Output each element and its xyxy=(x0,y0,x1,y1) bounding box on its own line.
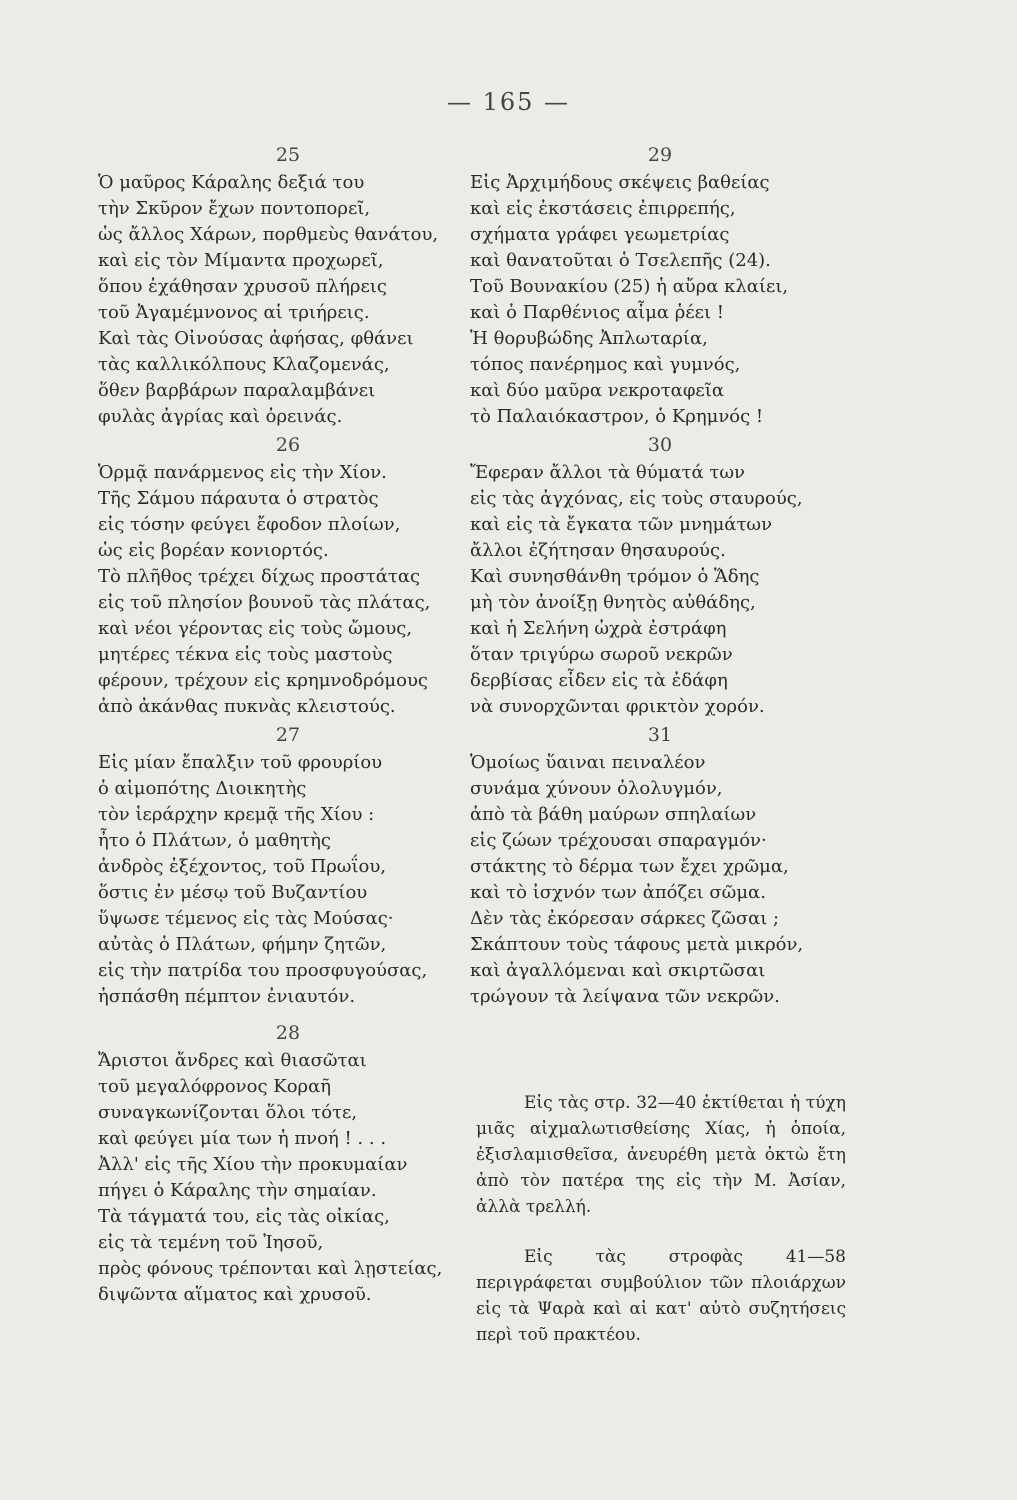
stanza xyxy=(98,1018,478,1308)
verse-line: φέρουν, τρέχουν εἰς κρημνοδρόμους xyxy=(98,670,428,691)
verse-line: μητέρες τέκνα εἰς τοὺς μαστοὺς xyxy=(98,644,393,665)
verse-line: Τῆς Σάμου πάραυτα ὁ στρατὸς xyxy=(98,488,379,509)
verse-line: τοῦ Ἀγαμέμνονος αἱ τριήρεις. xyxy=(98,302,370,323)
verse-line: καὶ θανατοῦται ὁ Τσελεπῆς (24). xyxy=(470,250,771,271)
verse-line: καὶ εἰς τὸν Μίμαντα προχωρεῖ, xyxy=(98,250,384,271)
stanza-number: 31 xyxy=(647,724,673,746)
verse-line: αὐτὰς ὁ Πλάτων, φήμην ζητῶν, xyxy=(98,934,387,955)
stanza-number: 25 xyxy=(275,144,301,166)
stanza xyxy=(470,140,850,430)
stanza xyxy=(98,140,478,430)
verse-line: τοῦ μεγαλόφρονος Κοραῆ xyxy=(98,1076,332,1097)
verse-line: καὶ ἡ Σελήνη ὠχρὰ ἐστράφη xyxy=(470,618,727,639)
verse-line: εἰς τὴν πατρίδα του προσφυγούσας, xyxy=(98,960,428,981)
page-number: — 165 — xyxy=(446,88,571,116)
stanza-number: 28 xyxy=(275,1022,301,1044)
verse-line: συναγκωνίζονται ὅλοι τότε, xyxy=(98,1102,358,1123)
stanza-number: 30 xyxy=(647,434,673,456)
verse-line: Ὁ μαῦρος Κάραλης δεξιά του xyxy=(98,172,365,193)
verse-line: εἰς τοῦ πλησίον βουνοῦ τὰς πλάτας, xyxy=(98,592,431,613)
verse-line: Τοῦ Βουνακίου (25) ἡ αὔρα κλαίει, xyxy=(470,276,789,297)
left-column xyxy=(98,140,478,1308)
verse-line: καὶ εἰς τὰ ἔγκατα τῶν μνημάτων xyxy=(470,514,773,535)
verse-line: συνάμα χύνουν ὀλολυγμόν, xyxy=(470,778,723,799)
stanza xyxy=(470,430,850,720)
verse-line: πήγει ὁ Κάραλης τὴν σημαίαν. xyxy=(98,1180,377,1201)
verse-line: καὶ φεύγει μία των ἡ πνοή ! . . . xyxy=(98,1128,387,1149)
prose-paragraph-2: Εἰς τὰς στροφὰς 41—58 περιγράφεται συμβούλιον τῶν πλοιάρχων εἰς τὰ Ψαρὰ καὶ αἱ κατ' αὐτὸ συζητήσεις περὶ τοῦ πρακτέου. xyxy=(476,1247,846,1345)
verse-line: ὡς ἄλλος Χάρων, πορθμεὺς θανάτου, xyxy=(98,224,439,245)
verse-line: τόπος πανέρημος καὶ γυμνός, xyxy=(470,354,741,375)
verse-line: Ἀλλ' εἰς τῆς Χίου τὴν προκυμαίαν xyxy=(98,1154,408,1175)
verse-line: ἄλλοι ἐζήτησαν θησαυρούς. xyxy=(470,540,726,561)
verse-line: Καὶ συνησθάνθη τρόμον ὁ Ἅδης xyxy=(470,566,760,587)
verse-line: μὴ τὸν ἀνοίξῃ θνητὸς αὐθάδης, xyxy=(470,592,756,613)
verse-line: Ὁμοίως ὕαιναι πειναλέον xyxy=(470,752,706,773)
verse-line: καὶ εἰς ἐκστάσεις ἐπιρρεπής, xyxy=(470,198,736,219)
verse-line: ὅστις ἐν μέσῳ τοῦ Βυζαντίου xyxy=(98,882,368,903)
verse-line: καὶ νέοι γέροντας εἰς τοὺς ὤμους, xyxy=(98,618,413,639)
verse-line: ὁ αἱμοπότης Διοικητὴς xyxy=(98,778,307,799)
verse-line: τὰς καλλικόλπους Κλαζομενάς, xyxy=(98,354,390,375)
verse-line: εἰς τὰ τεμένη τοῦ Ἰησοῦ, xyxy=(98,1232,324,1253)
verse-line: διψῶντα αἵματος καὶ χρυσοῦ. xyxy=(98,1284,372,1305)
verse-line: Εἰς Ἀρχιμήδους σκέψεις βαθείας xyxy=(470,172,770,193)
prose-paragraph-1: Εἰς τὰς στρ. 32—40 ἐκτίθεται ἡ τύχη μιᾶς αἰχμαλωτισθείσης Χίας, ἡ ὁποία, ἐξισλαμισθεῖσα, ἀνευρέθη μετὰ ὀκτὼ ἔτη ἀπὸ τὸν πατέρα της εἰς τὴν Μ. Ἀσίαν, ἀλλὰ τρελλή. xyxy=(476,1093,846,1217)
verse-line: ὕψωσε τέμενος εἰς τὰς Μούσας· xyxy=(98,908,394,929)
verse-line: τὸ Παλαιόκαστρον, ὁ Κρημνός ! xyxy=(470,406,764,427)
verse-line: καὶ ὁ Παρθένιος αἷμα ῥέει ! xyxy=(470,302,725,323)
verse-line: ἦτο ὁ Πλάτων, ὁ μαθητὴς xyxy=(98,830,331,851)
stanza xyxy=(470,720,850,1010)
stanza-number: 29 xyxy=(647,144,673,166)
right-column xyxy=(470,140,850,1010)
verse-line: Εἰς μίαν ἔπαλξιν τοῦ φρουρίου xyxy=(98,752,383,773)
verse-line: εἰς ζώων τρέχουσαι σπαραγμόν· xyxy=(470,830,767,851)
verse-line: καὶ τὸ ἰσχνόν των ἀπόζει σῶμα. xyxy=(470,882,766,903)
verse-line: δερβίσας εἶδεν εἰς τὰ ἐδάφη xyxy=(470,670,728,691)
verse-line: τὴν Σκῦρον ἔχων ποντοπορεῖ, xyxy=(98,198,371,219)
verse-line: Σκάπτουν τοὺς τάφους μετὰ μικρόν, xyxy=(470,934,804,955)
verse-line: καὶ ἀγαλλόμεναι καὶ σκιρτῶσαι xyxy=(470,960,766,981)
verse-line: Καὶ τὰς Οἰνούσας ἀφήσας, φθάνει xyxy=(98,328,414,349)
stanza-number: 27 xyxy=(275,724,301,746)
verse-line: ἠσπάσθη πέμπτον ἐνιαυτόν. xyxy=(98,986,356,1007)
verse-line: Ἄριστοι ἄνδρες καὶ θιασῶται xyxy=(98,1050,367,1071)
verse-line: ἀπὸ ἀκάνθας πυκνὰς κλειστούς. xyxy=(98,696,396,717)
verse-line: τρώγουν τὰ λείψανα τῶν νεκρῶν. xyxy=(470,986,780,1007)
stanza xyxy=(98,430,478,720)
verse-line: ὅθεν βαρβάρων παραλαμβάνει xyxy=(98,380,376,401)
stanza-number: 26 xyxy=(275,434,301,456)
verse-line: σχήματα γράφει γεωμετρίας xyxy=(470,224,730,245)
verse-line: ὅπου ἐχάθησαν χρυσοῦ πλήρεις xyxy=(98,276,387,297)
verse-line: ὅταν τριγύρω σωροῦ νεκρῶν xyxy=(470,644,733,665)
verse-line: Τὸ πλῆθος τρέχει δίχως προστάτας xyxy=(98,566,421,587)
verse-line: πρὸς φόνους τρέπονται καὶ λῃστείας, xyxy=(98,1258,443,1279)
verse-line: στάκτης τὸ δέρμα των ἔχει χρῶμα, xyxy=(470,856,789,877)
verse-line: νὰ συνορχῶνται φρικτὸν χορόν. xyxy=(470,696,765,717)
verse-line: εἰς τόσην φεύγει ἔφοδον πλοίων, xyxy=(98,514,401,535)
verse-line: φυλὰς ἀγρίας καὶ ὀρεινάς. xyxy=(98,406,343,427)
verse-line: Ἔφεραν ἄλλοι τὰ θύματά των xyxy=(470,462,745,483)
verse-line: ἀπὸ τὰ βάθη μαύρων σπηλαίων xyxy=(470,804,757,825)
verse-line: Ὁρμᾷ πανάρμενος εἰς τὴν Χίον. xyxy=(98,462,387,483)
verse-line: Τὰ τάγματά του, εἰς τὰς οἰκίας, xyxy=(98,1206,390,1227)
verse-line: καὶ δύο μαῦρα νεκροταφεῖα xyxy=(470,380,724,401)
verse-line: εἰς τὰς ἀγχόνας, εἰς τοὺς σταυρούς, xyxy=(470,488,803,509)
stanza xyxy=(98,720,478,1010)
verse-line: ἀνδρὸς ἐξέχοντος, τοῦ Πρωΐου, xyxy=(98,856,387,877)
verse-line: τὸν ἱεράρχην κρεμᾷ τῆς Χίου : xyxy=(98,804,375,825)
verse-line: Δὲν τὰς ἐκόρεσαν σάρκες ζῶσαι ; xyxy=(470,908,780,929)
verse-line: ὡς εἰς βορέαν κονιορτός. xyxy=(98,540,329,561)
verse-line: Ἡ θορυβώδης Ἀπλωταρία, xyxy=(470,328,708,349)
